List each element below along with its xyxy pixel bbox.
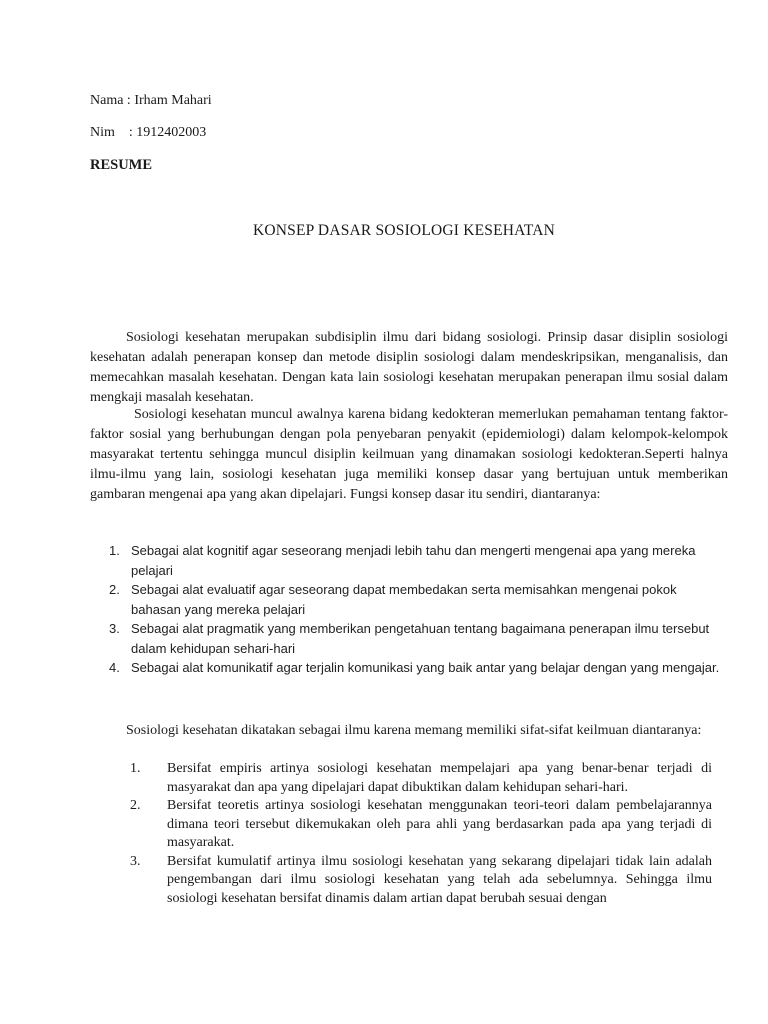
list-item (90, 760, 712, 797)
list-item-number: 2. (130, 798, 141, 813)
list-item-text: Sebagai alat komunikatif agar terjalin komunikasi yang baik antar yang belajar dengan yang mengajar. (131, 660, 720, 675)
list-item-number: 1. (130, 761, 141, 776)
list-item-text: Sebagai alat evaluatif agar seseorang dapat membedakan serta memisahkan mengenai pokok bahasan yang mereka pelajari (131, 582, 677, 617)
paragraph-origin: Sosiologi kesehatan muncul awalnya karena bidang kedokteran memerlukan pemahaman tentang faktor-faktor sosial yang berhubungan dengan pola penyebaran penyakit (epidemiologi) dalam kelompok-kelompok masyarakat tertentu sehingga muncul disiplin keilmuan yang dinamakan sosiologi kedokteran.Seperti halnya ilmu-ilmu yang lain, sosiologi kesehatan juga memiliki konsep dasar yang bertujuan untuk memberikan gambaran mengenai apa yang akan dipelajari. Fungsi konsep dasar itu sendiri, diantaranya: (90, 407, 728, 502)
list-item (90, 619, 730, 658)
list-item (90, 658, 730, 678)
list-item-number: 3. (109, 621, 120, 636)
list-item-text: Sebagai alat kognitif agar seseorang menjadi lebih tahu dan mengerti mengenai apa yang mereka pelajari (131, 543, 696, 578)
paragraph-intro: Sosiologi kesehatan merupakan subdisiplin ilmu dari bidang sosiologi. Prinsip dasar disiplin sosiologi kesehatan adalah penerapan konsep dan metode disiplin sosiologi dalam mendeskripsikan, menganalisis, dan memecahkan masalah kesehatan. Dengan kata lain sosiologi kesehatan merupakan penerapan ilmu sosial dalam mengkaji masalah kesehatan. (90, 330, 728, 405)
list-item (90, 541, 730, 580)
list-item-number: 3. (130, 853, 141, 869)
list-item-number: 1. (109, 543, 120, 558)
document-title: KONSEP DASAR SOSIOLOGI KESEHATAN (252, 222, 556, 239)
list-item (90, 797, 712, 853)
list-item-text: Bersifat teoretis artinya sosiologi kesehatan menggunakan teori-teori dalam pembelajarannya dimana teori tersebut dikemukakan oleh para ahli yang berdasarkan pada apa yang terjadi di masyarakat. (167, 798, 712, 850)
concept-functions-list (90, 541, 730, 678)
paragraph-traits-intro: Sosiologi kesehatan dikatakan sebagai ilmu karena memang memiliki sifat-sifat keilmuan diantaranya: (126, 723, 702, 738)
list-item-number: 4. (109, 660, 120, 675)
list-item (90, 853, 712, 909)
list-item-text: Bersifat kumulatif artinya ilmu sosiologi kesehatan yang sekarang dipelajari tidak lain adalah pengembangan dari ilmu sosiologi kesehatan yang telah ada sebelumnya. Sehingga ilmu sosiologi kesehatan bersifat dinamis dalam artian dapat berubah sesuai dengan (167, 853, 712, 906)
list-item-number: 2. (109, 582, 120, 597)
science-traits-list (90, 760, 712, 908)
list-item-text: Sebagai alat pragmatik yang memberikan pengetahuan tentang bagaimana penerapan ilmu tersebut dalam kehidupan sehari-hari (131, 621, 710, 656)
resume-label: RESUME (90, 157, 153, 173)
student-name-line: Nama : Irham Mahari (90, 93, 212, 108)
list-item (90, 580, 730, 619)
list-item-text: Bersifat empiris artinya sosiologi kesehatan mempelajari apa yang benar-benar terjadi di masyarakat dan apa yang dipelajari dapat dibuktikan dalam kehidupan sehari-hari. (167, 761, 712, 795)
student-nim-line: Nim : 1912402003 (90, 125, 207, 140)
